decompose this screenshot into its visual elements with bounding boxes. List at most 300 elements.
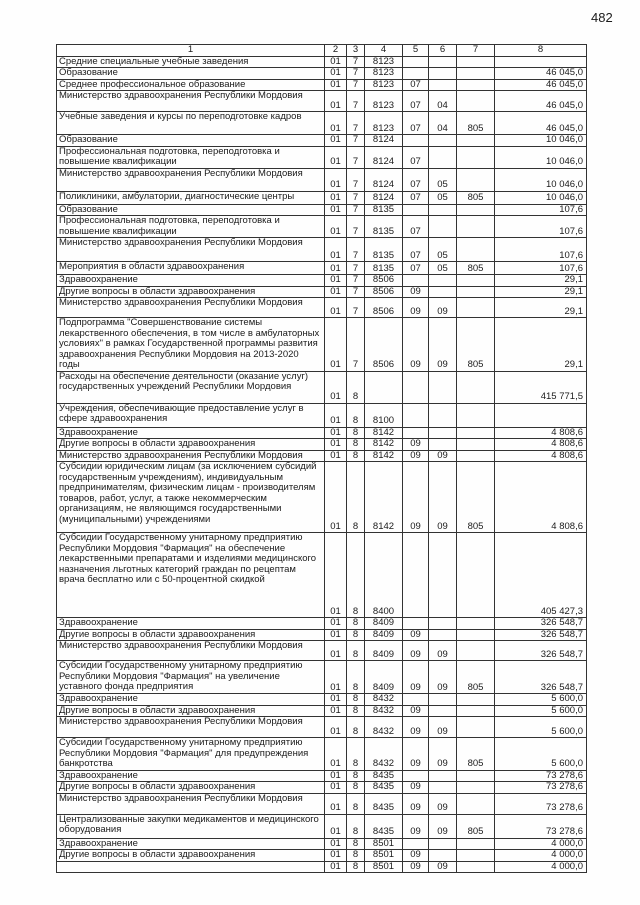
code-col-7: 805 [457,661,495,694]
code-col-3: 8 [347,427,365,439]
code-col-6 [429,56,457,68]
row-amount: 10 046,0 [495,168,587,191]
code-col-2: 01 [325,275,347,287]
code-col-2: 01 [325,56,347,68]
budget-table [56,44,587,873]
code-col-4: 8123 [365,56,403,68]
code-col-5: 07 [403,262,429,275]
code-col-6: 09 [429,298,457,318]
table-row [57,403,587,427]
table-row [57,717,587,738]
code-col-5 [403,533,429,618]
code-col-4: 8124 [365,168,403,191]
table-row [57,191,587,204]
code-col-7: 805 [457,112,495,135]
code-col-2: 01 [325,112,347,135]
table-row [57,91,587,112]
code-col-7: 805 [457,318,495,372]
row-description: Мероприятия в области здравоохранения [57,262,325,275]
code-col-2: 01 [325,629,347,641]
code-col-6 [429,850,457,862]
table-row [57,204,587,216]
code-col-6 [429,204,457,216]
code-col-5: 07 [403,238,429,262]
row-description: Другие вопросы в области здравоохранения [57,286,325,298]
row-amount: 326 548,7 [495,661,587,694]
table-row [57,216,587,238]
code-col-2: 01 [325,371,347,403]
code-col-6 [429,705,457,717]
code-col-6: 09 [429,318,457,372]
code-col-6 [429,371,457,403]
code-col-6 [429,403,457,427]
code-col-4: 8409 [365,641,403,661]
code-col-7 [457,79,495,91]
code-col-2: 01 [325,439,347,451]
row-description: Другие вопросы в области здравоохранения [57,439,325,451]
row-amount: 29,1 [495,318,587,372]
row-description: Здравоохранение [57,427,325,439]
row-amount: 46 045,0 [495,112,587,135]
code-col-4 [365,371,403,403]
code-col-6 [429,694,457,706]
col-header: 7 [457,45,495,57]
code-col-3: 8 [347,439,365,451]
code-col-2: 01 [325,694,347,706]
code-col-7 [457,705,495,717]
code-col-2: 01 [325,135,347,147]
code-col-6: 05 [429,191,457,204]
row-amount: 4 808,6 [495,427,587,439]
code-col-7 [457,275,495,287]
row-amount: 10 046,0 [495,191,587,204]
code-col-3: 8 [347,705,365,717]
code-col-5: 07 [403,191,429,204]
code-col-7 [457,298,495,318]
code-col-6: 09 [429,861,457,873]
code-col-5: 09 [403,782,429,794]
code-col-2: 01 [325,793,347,814]
code-col-3: 7 [347,146,365,168]
code-col-6: 09 [429,738,457,771]
code-col-5: 09 [403,793,429,814]
row-amount: 415 771,5 [495,371,587,403]
code-col-6 [429,216,457,238]
code-col-2: 01 [325,238,347,262]
table-row [57,439,587,451]
table-row [57,286,587,298]
code-col-5 [403,68,429,80]
code-col-4: 8124 [365,191,403,204]
code-col-5: 09 [403,439,429,451]
code-col-3: 7 [347,318,365,372]
code-col-5 [403,135,429,147]
row-description: Учреждения, обеспечивающие предоставление услуг в сфере здравоохранения [57,403,325,427]
table-row [57,661,587,694]
row-description: Поликлиники, амбулатории, диагностические центры [57,191,325,204]
row-amount: 46 045,0 [495,91,587,112]
code-col-4: 8506 [365,318,403,372]
row-amount: 4 808,6 [495,439,587,451]
code-col-2: 01 [325,216,347,238]
row-description: Средние специальные учебные заведения [57,56,325,68]
code-col-7 [457,68,495,80]
table-row [57,371,587,403]
code-col-5: 09 [403,450,429,462]
code-col-2: 01 [325,427,347,439]
code-col-3: 8 [347,450,365,462]
row-amount: 5 600,0 [495,694,587,706]
code-col-7 [457,168,495,191]
code-col-5: 09 [403,318,429,372]
code-col-6 [429,427,457,439]
table-row [57,462,587,533]
page-number: 482 [591,10,613,25]
code-col-6 [429,618,457,630]
code-col-3: 8 [347,738,365,771]
table-row [57,450,587,462]
code-col-5: 09 [403,850,429,862]
code-col-7 [457,770,495,782]
code-col-6 [429,146,457,168]
code-col-2: 01 [325,738,347,771]
row-description: Министерство здравоохранения Республики Мордовия [57,450,325,462]
code-col-7 [457,238,495,262]
code-col-4: 8142 [365,462,403,533]
code-col-6: 05 [429,168,457,191]
code-col-5 [403,403,429,427]
row-amount: 10 046,0 [495,135,587,147]
code-col-5: 09 [403,717,429,738]
code-col-3: 8 [347,770,365,782]
code-col-6 [429,79,457,91]
row-amount: 73 278,6 [495,770,587,782]
code-col-4: 8142 [365,427,403,439]
code-col-2: 01 [325,403,347,427]
code-col-3: 7 [347,298,365,318]
code-col-7: 805 [457,191,495,204]
table-row [57,838,587,850]
row-description: Министерство здравоохранения Республики Мордовия [57,238,325,262]
code-col-5: 09 [403,661,429,694]
code-col-7 [457,403,495,427]
code-col-7 [457,204,495,216]
code-col-4: 8135 [365,262,403,275]
code-col-2: 01 [325,850,347,862]
code-col-7 [457,641,495,661]
row-description: Образование [57,135,325,147]
table-row [57,79,587,91]
code-col-3: 7 [347,262,365,275]
code-col-7 [457,850,495,862]
code-col-5 [403,694,429,706]
code-col-2: 01 [325,641,347,661]
code-col-3: 8 [347,694,365,706]
code-col-6 [429,770,457,782]
code-col-3: 8 [347,641,365,661]
table-row [57,629,587,641]
code-col-4: 8100 [365,403,403,427]
code-col-6 [429,135,457,147]
code-col-3: 8 [347,618,365,630]
code-col-7 [457,782,495,794]
code-col-5: 09 [403,641,429,661]
code-col-5: 07 [403,91,429,112]
code-col-6: 09 [429,641,457,661]
table-row [57,318,587,372]
code-col-5: 07 [403,146,429,168]
code-col-7 [457,533,495,618]
code-col-2: 01 [325,618,347,630]
code-col-4: 8135 [365,238,403,262]
table-row [57,427,587,439]
row-amount: 4 000,0 [495,838,587,850]
code-col-7 [457,371,495,403]
row-description: Министерство здравоохранения Республики Мордовия [57,168,325,191]
code-col-3: 7 [347,168,365,191]
row-description: Централизованные закупки медикаментов и медицинского оборудования [57,814,325,838]
code-col-5: 09 [403,629,429,641]
table-row [57,262,587,275]
code-col-2: 01 [325,533,347,618]
code-col-3: 8 [347,371,365,403]
table-row [57,298,587,318]
col-header: 5 [403,45,429,57]
code-col-2: 01 [325,191,347,204]
row-description: Среднее профессиональное образование [57,79,325,91]
table-row [57,850,587,862]
row-amount: 107,6 [495,262,587,275]
code-col-7 [457,793,495,814]
code-col-5: 09 [403,286,429,298]
code-col-2: 01 [325,717,347,738]
row-amount: 107,6 [495,238,587,262]
code-col-6: 05 [429,262,457,275]
code-col-7 [457,439,495,451]
table-row [57,168,587,191]
code-col-6: 09 [429,717,457,738]
code-col-2: 01 [325,286,347,298]
row-amount: 326 548,7 [495,641,587,661]
code-col-6: 04 [429,112,457,135]
table-row [57,275,587,287]
row-amount: 4 000,0 [495,850,587,862]
code-col-3: 7 [347,216,365,238]
table-row [57,641,587,661]
code-col-3: 7 [347,204,365,216]
code-col-7 [457,216,495,238]
code-col-5: 09 [403,738,429,771]
code-col-5 [403,770,429,782]
row-description: Образование [57,68,325,80]
table-row [57,770,587,782]
code-col-3: 7 [347,238,365,262]
row-description: Образование [57,204,325,216]
code-col-5 [403,838,429,850]
code-col-4: 8124 [365,135,403,147]
code-col-4: 8435 [365,793,403,814]
code-col-7 [457,135,495,147]
row-description: Другие вопросы в области здравоохранения [57,782,325,794]
table-row [57,738,587,771]
code-col-2: 01 [325,838,347,850]
row-amount: 73 278,6 [495,793,587,814]
code-col-4: 8123 [365,79,403,91]
code-col-3: 7 [347,191,365,204]
row-description: Субсидии Государственному унитарному предприятию Республики Мордовия "Фармация" на увеличение уставного фонда предприятия [57,661,325,694]
row-description: Здравоохранение [57,275,325,287]
code-col-4: 8506 [365,298,403,318]
row-amount: 405 427,3 [495,533,587,618]
row-amount: 107,6 [495,204,587,216]
code-col-4: 8435 [365,782,403,794]
code-col-4: 8142 [365,450,403,462]
code-col-4: 8409 [365,629,403,641]
code-col-2: 01 [325,705,347,717]
code-col-5: 09 [403,814,429,838]
code-col-3: 8 [347,533,365,618]
row-amount: 73 278,6 [495,814,587,838]
code-col-5: 07 [403,79,429,91]
code-col-2: 01 [325,91,347,112]
code-col-3: 8 [347,661,365,694]
row-description: Другие вопросы в области здравоохранения [57,850,325,862]
row-description: Министерство здравоохранения Республики Мордовия [57,793,325,814]
code-col-3: 7 [347,135,365,147]
code-col-3: 8 [347,629,365,641]
code-col-2: 01 [325,462,347,533]
code-col-3: 8 [347,861,365,873]
code-col-6 [429,533,457,618]
code-col-2: 01 [325,146,347,168]
header-row [57,45,587,57]
code-col-7 [457,146,495,168]
code-col-4: 8432 [365,717,403,738]
code-col-5 [403,427,429,439]
code-col-6 [429,439,457,451]
code-col-6 [429,629,457,641]
code-col-5 [403,56,429,68]
code-col-7: 805 [457,814,495,838]
code-col-3: 8 [347,782,365,794]
row-description: Министерство здравоохранения Республики Мордовия [57,717,325,738]
code-col-4: 8142 [365,439,403,451]
row-amount: 326 548,7 [495,629,587,641]
row-description: Здравоохранение [57,694,325,706]
col-header: 4 [365,45,403,57]
code-col-7 [457,56,495,68]
table-row [57,146,587,168]
code-col-4: 8123 [365,112,403,135]
code-col-6: 04 [429,91,457,112]
row-description: Субсидии Государственному унитарному предприятию Республики Мордовия "Фармация" для предупреждения банкротства [57,738,325,771]
table-row [57,135,587,147]
table-row [57,618,587,630]
code-col-4: 8506 [365,286,403,298]
code-col-3: 8 [347,403,365,427]
row-amount: 29,1 [495,286,587,298]
row-amount: 29,1 [495,275,587,287]
row-amount: 46 045,0 [495,79,587,91]
code-col-7 [457,717,495,738]
code-col-7 [457,450,495,462]
table-row [57,68,587,80]
code-col-2: 01 [325,770,347,782]
code-col-4: 8506 [365,275,403,287]
row-description: Министерство здравоохранения Республики Мордовия [57,91,325,112]
code-col-7 [457,861,495,873]
row-description: Подпрограмма "Совершенствование системы лекарственного обеспечения, в том числе в амбулаторных условиях" в рамках Государственной программы развития здравоохранения Республики Мордовия на 2013-2020 годы [57,318,325,372]
row-description [57,861,325,873]
row-description: Учебные заведения и курсы по переподготовке кадров [57,112,325,135]
row-description: Профессиональная подготовка, переподготовка и повышение квалификации [57,146,325,168]
code-col-3: 7 [347,79,365,91]
code-col-2: 01 [325,861,347,873]
code-col-5 [403,204,429,216]
code-col-7 [457,286,495,298]
row-amount: 29,1 [495,298,587,318]
row-amount: 4 808,6 [495,462,587,533]
table-row [57,238,587,262]
code-col-3: 8 [347,814,365,838]
row-amount: 326 548,7 [495,618,587,630]
code-col-4: 8501 [365,838,403,850]
code-col-6: 09 [429,793,457,814]
row-description: Расходы на обеспечение деятельности (оказание услуг) государственных учреждений Республики Мордовия [57,371,325,403]
code-col-6 [429,782,457,794]
code-col-7 [457,838,495,850]
row-description: Другие вопросы в области здравоохранения [57,705,325,717]
table-row [57,814,587,838]
code-col-2: 01 [325,298,347,318]
table-row [57,533,587,618]
code-col-4: 8409 [365,661,403,694]
row-amount: 107,6 [495,216,587,238]
code-col-3: 8 [347,717,365,738]
code-col-6: 09 [429,814,457,838]
code-col-3: 8 [347,838,365,850]
code-col-3: 8 [347,793,365,814]
table-row [57,694,587,706]
row-description: Другие вопросы в области здравоохранения [57,629,325,641]
code-col-5: 07 [403,168,429,191]
table-row [57,782,587,794]
code-col-5: 07 [403,216,429,238]
code-col-3: 7 [347,68,365,80]
code-col-6 [429,275,457,287]
code-col-6: 05 [429,238,457,262]
row-amount: 5 600,0 [495,705,587,717]
code-col-2: 01 [325,79,347,91]
code-col-3: 7 [347,91,365,112]
code-col-7 [457,427,495,439]
row-description: Здравоохранение [57,838,325,850]
col-header: 2 [325,45,347,57]
code-col-2: 01 [325,204,347,216]
code-col-2: 01 [325,168,347,191]
row-amount [495,56,587,68]
row-amount: 5 600,0 [495,717,587,738]
code-col-4: 8432 [365,694,403,706]
code-col-2: 01 [325,450,347,462]
row-description: Министерство здравоохранения Республики Мордовия [57,641,325,661]
row-amount: 46 045,0 [495,68,587,80]
code-col-2: 01 [325,68,347,80]
col-header: 8 [495,45,587,57]
col-header: 1 [57,45,325,57]
code-col-4: 8135 [365,204,403,216]
code-col-3: 7 [347,56,365,68]
